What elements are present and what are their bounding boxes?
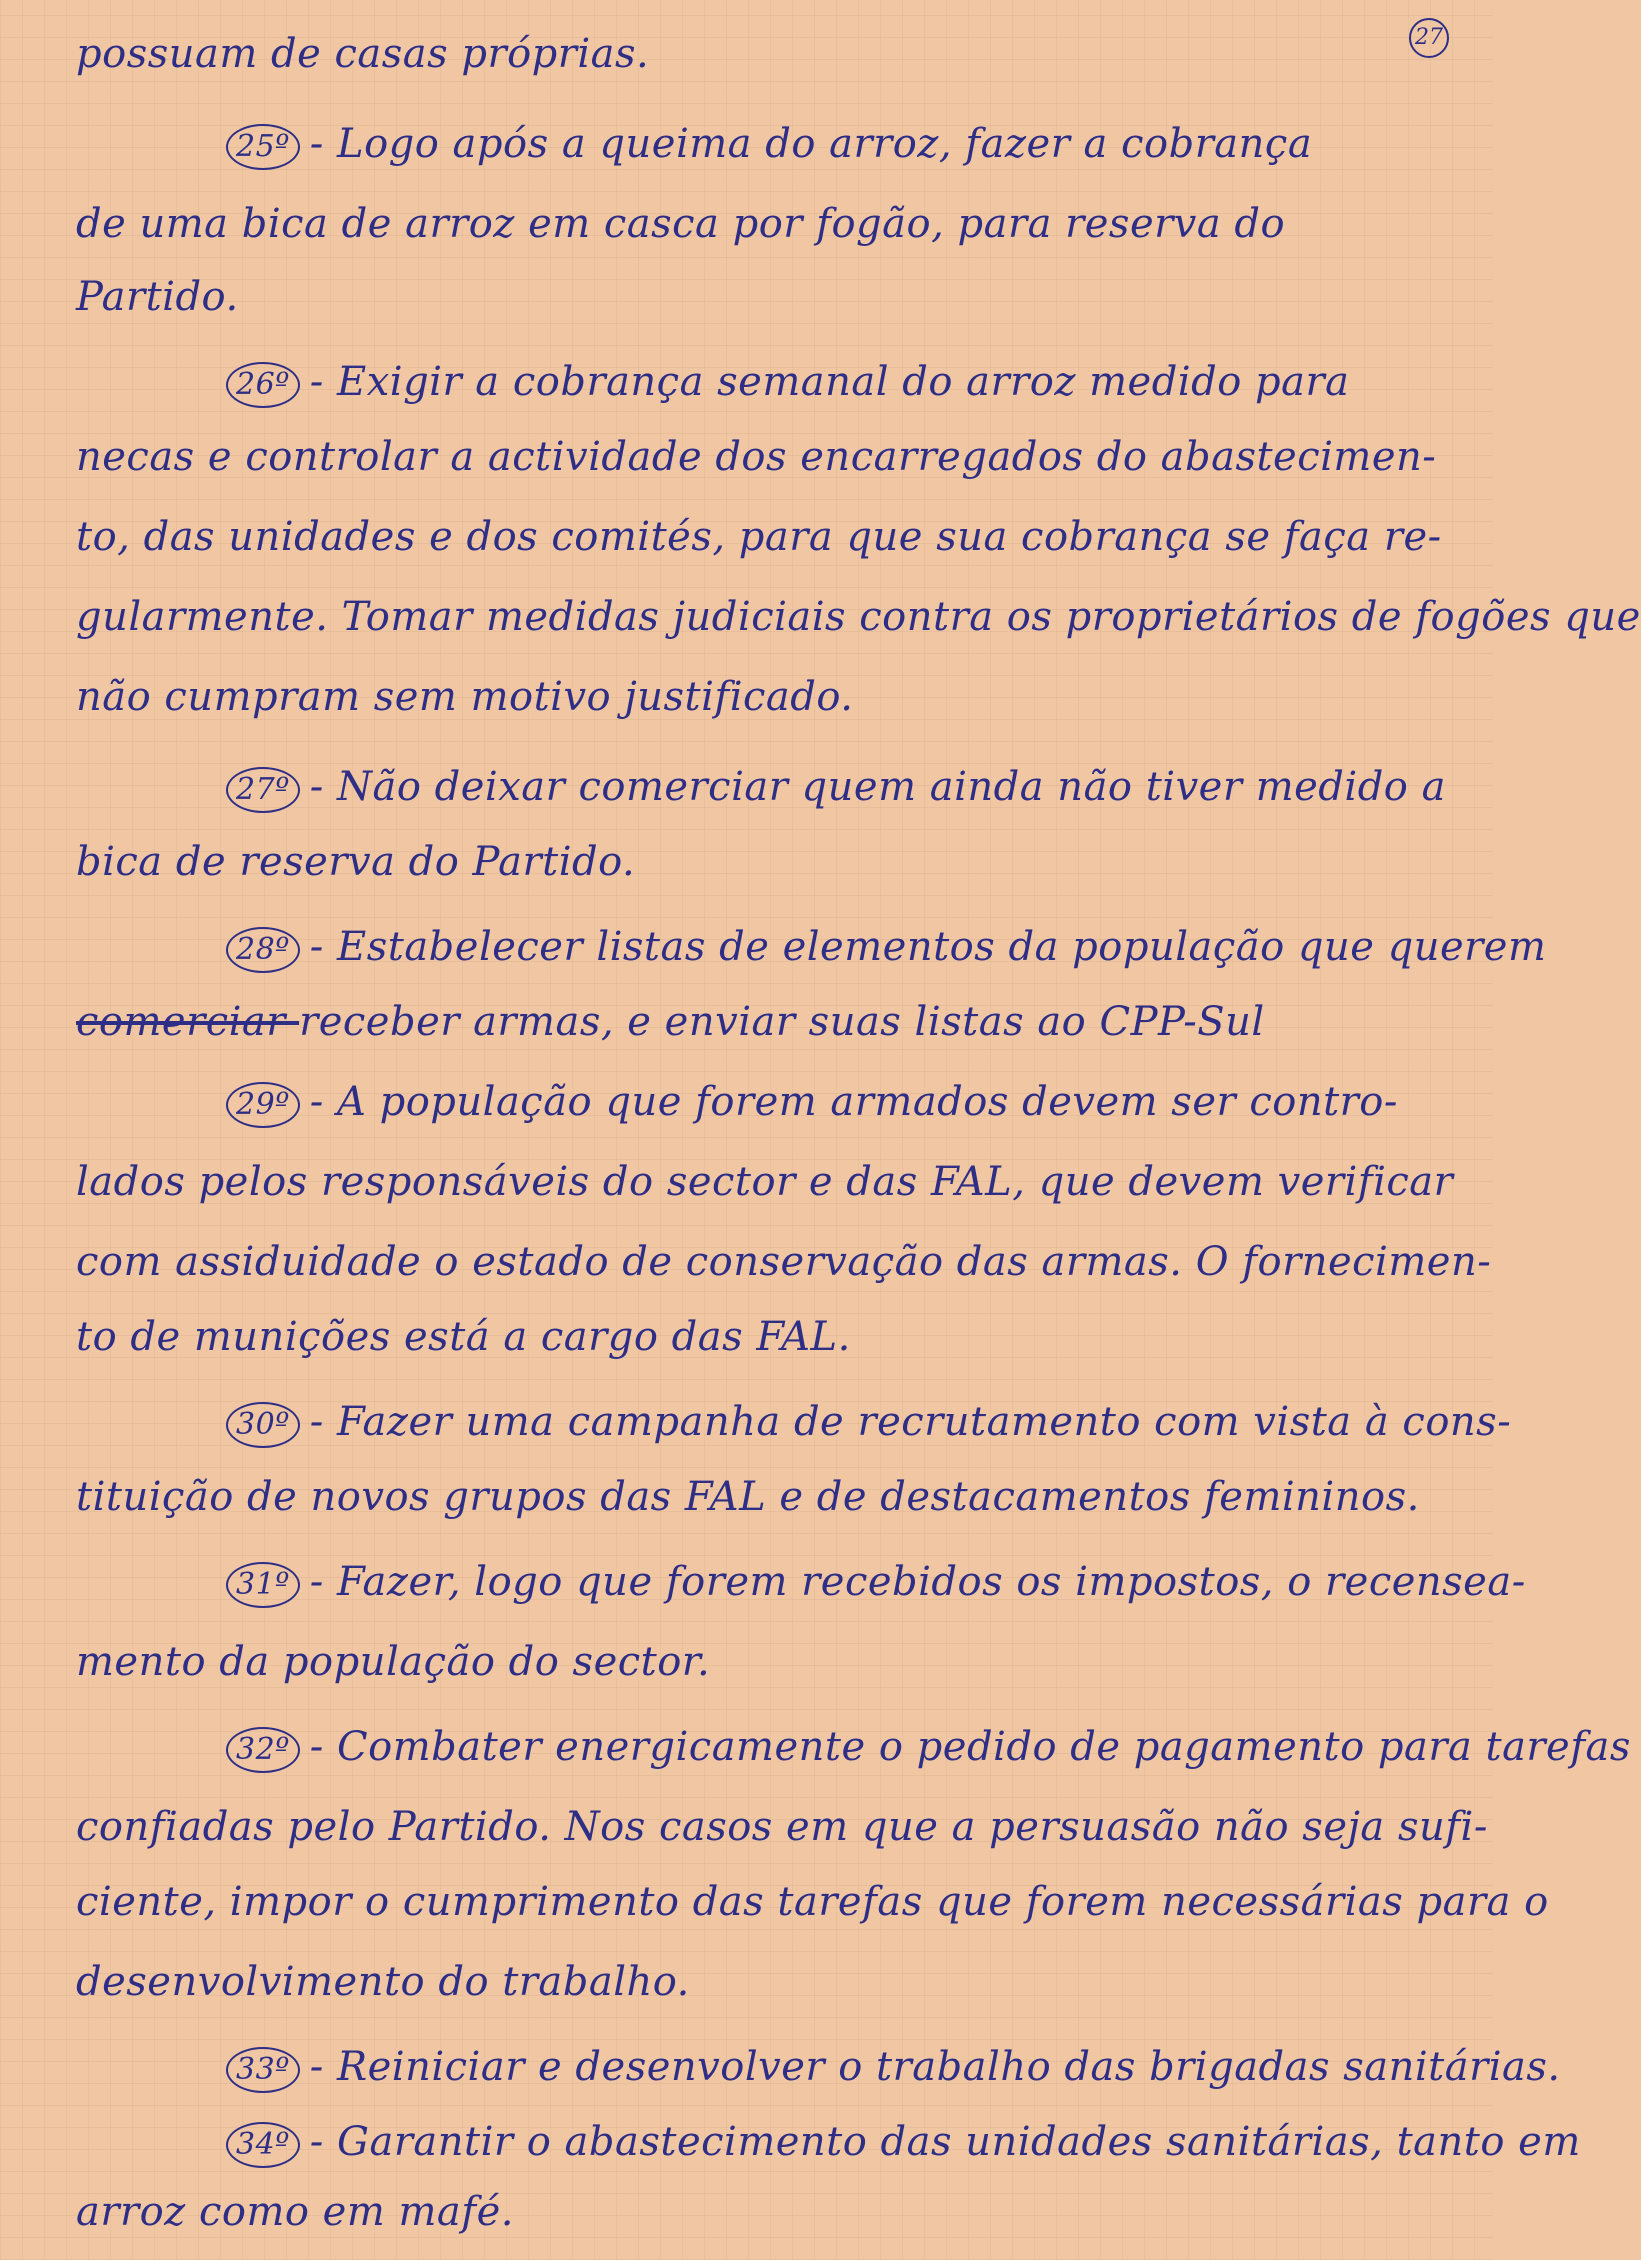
item-number: 29º [226,1082,300,1128]
manuscript-line [76,425,1446,489]
manuscript-line [76,1305,1446,1369]
manuscript-line [76,2180,1446,2244]
item-number: 28º [226,927,300,973]
line-text: Partido. [76,274,239,320]
item-number: 25º [226,124,300,170]
manuscript-line [76,585,1641,649]
manuscript-line [76,1550,1596,1614]
line-text: - Exigir a cobrança semanal do arroz medido para [309,359,1350,405]
line-text: não cumpram sem motivo justificado. [76,674,854,720]
line-text: - A população que forem armados devem ser contro- [309,1079,1398,1125]
line-text: to, das unidades e dos comités, para que sua cobrança se faça re- [76,514,1442,560]
manuscript-line [76,1150,1454,1214]
line-text: - Não deixar comerciar quem ainda não tiver medido a [309,764,1446,810]
item-number: 33º [226,2047,300,2093]
manuscript-line [76,1230,1492,1294]
manuscript-line [76,915,1596,979]
item-number: 27º [226,767,300,813]
manuscript-line [76,990,1446,1054]
manuscript-line [76,830,1446,894]
manuscript-line [76,1390,1596,1454]
item-number: 31º [226,1562,300,1608]
item-number: 30º [226,1402,300,1448]
line-text: receber armas, e enviar suas listas ao CPP-Sul [299,999,1265,1045]
line-text: - Estabelecer listas de elementos da população que querem [309,924,1547,970]
item-number: 32º [226,1727,300,1773]
page-number: 27 [1409,18,1449,58]
line-text: - Garantir o abastecimento das unidades sanitárias, tanto em [309,2119,1581,2165]
manuscript-line [76,22,1446,86]
line-text: - Reiniciar e desenvolver o trabalho das brigadas sanitárias. [309,2044,1561,2090]
manuscript-line [76,2110,1596,2174]
manuscript-line [76,1465,1446,1529]
line-text: bica de reserva do Partido. [76,839,636,885]
line-text: ciente, impor o cumprimento das tarefas que forem necessárias para o [76,1879,1549,1925]
line-text: necas e controlar a actividade dos encarregados do abastecimen- [76,434,1437,480]
manuscript-line [76,505,1446,569]
line-text: confiadas pelo Partido. Nos casos em que a persuasão não seja sufi- [76,1804,1488,1850]
manuscript-line [76,1950,1446,2014]
line-text: lados pelos responsáveis do sector e das FAL, que devem verificar [76,1159,1454,1205]
manuscript-line [76,1870,1549,1934]
manuscript-line [76,265,1446,329]
struck-word: comerciar [76,999,300,1045]
line-text: possuam de casas próprias. [76,31,650,77]
line-text: - Fazer, logo que forem recebidos os impostos, o recensea- [309,1559,1526,1605]
item-number: 34º [226,2122,300,2168]
manuscript-line [76,192,1446,256]
line-text: de uma bica de arroz em casca por fogão, para reserva do [76,201,1286,247]
line-text: - Combater energicamente o pedido de pagamento para tarefas [309,1724,1631,1770]
line-text: arroz como em mafé. [76,2189,514,2235]
manuscript-line [76,1630,1446,1694]
item-number: 26º [226,362,300,408]
line-text: desenvolvimento do trabalho. [76,1959,690,2005]
line-text: - Logo após a queima do arroz, fazer a cobrança [309,121,1313,167]
manuscript-line [76,2035,1596,2099]
manuscript-line [76,1715,1631,1779]
line-text: gularmente. Tomar medidas judiciais contra os proprietários de fogões que [76,594,1641,640]
manuscript-line [76,1070,1596,1134]
manuscript-line [76,350,1596,414]
manuscript-line [76,665,1446,729]
manuscript-line [76,755,1596,819]
manuscript-line [76,1795,1488,1859]
line-text: mento da população do sector. [76,1639,711,1685]
line-text: - Fazer uma campanha de recrutamento com vista à cons- [309,1399,1512,1445]
line-text: to de munições está a cargo das FAL. [76,1314,851,1360]
line-text: com assiduidade o estado de conservação das armas. O fornecimen- [76,1239,1492,1285]
line-text: tituição de novos grupos das FAL e de destacamentos femininos. [76,1474,1420,1520]
manuscript-line [76,112,1596,176]
